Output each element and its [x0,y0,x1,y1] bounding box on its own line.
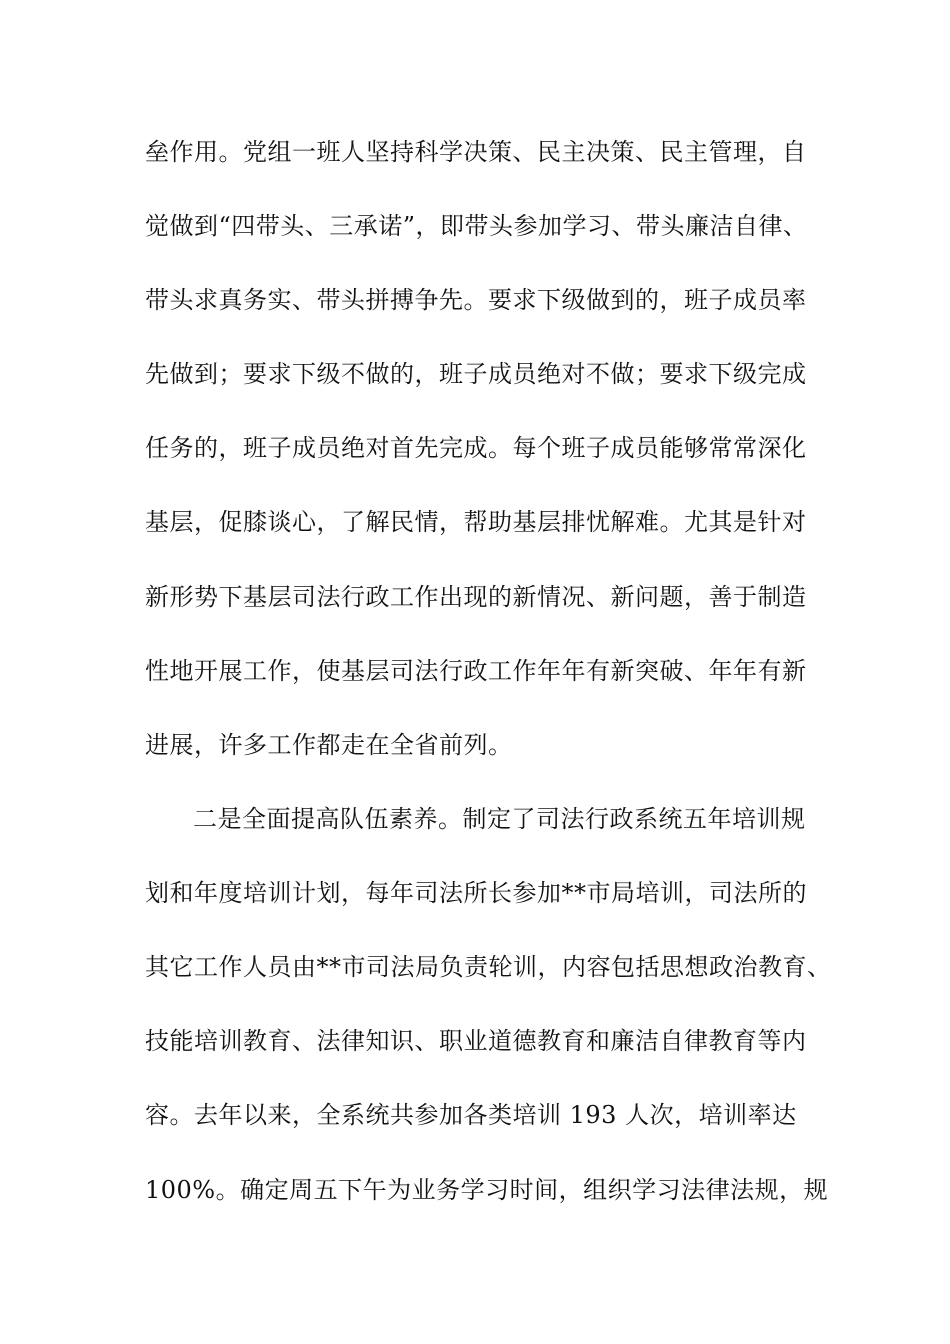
text-line: 其它工作人员由**市司法局负责轮训，内容包括思想政治教育、 [145,953,832,981]
paragraph-first-line: 二是全面提高队伍素养。制定了司法行政系统五年培训规 [193,805,806,833]
text-line: 基层，促膝谈心，了解民情，帮助基层排忧解难。尤其是针对 [145,508,807,536]
text-line: 垒作用。党组一班人坚持科学决策、民主决策、民主管理，自 [145,138,807,166]
text-line: 先做到；要求下级不做的，班子成员绝对不做；要求下级完成 [145,360,807,388]
text-line: 划和年度培训计划，每年司法所长参加**市局培训，司法所的 [145,879,807,907]
text-line: 技能培训教育、法律知识、职业道德教育和廉洁自律教育等内 [145,1027,807,1055]
text-line: 性地开展工作，使基层司法行政工作年年有新突破、年年有新 [145,657,807,685]
text-line: 觉做到“四带头、三承诺”，即带头参加学习、带头廉洁自律、 [145,212,808,240]
text-line: 100%。确定周五下午为业务学习时间，组织学习法律法规，规 [145,1176,829,1204]
text-line: 容。去年以来，全系统共参加各类培训 193 人次，培训率达 [145,1101,797,1129]
text-line: 带头求真务实、带头拼搏争先。要求下级做到的，班子成员率 [145,286,807,314]
text-line: 任务的，班子成员绝对首先完成。每个班子成员能够常常深化 [145,434,807,462]
text-line: 进展，许多工作都走在全省前列。 [145,731,513,759]
text-line: 新形势下基层司法行政工作出现的新情况、新问题，善于制造 [145,583,807,611]
